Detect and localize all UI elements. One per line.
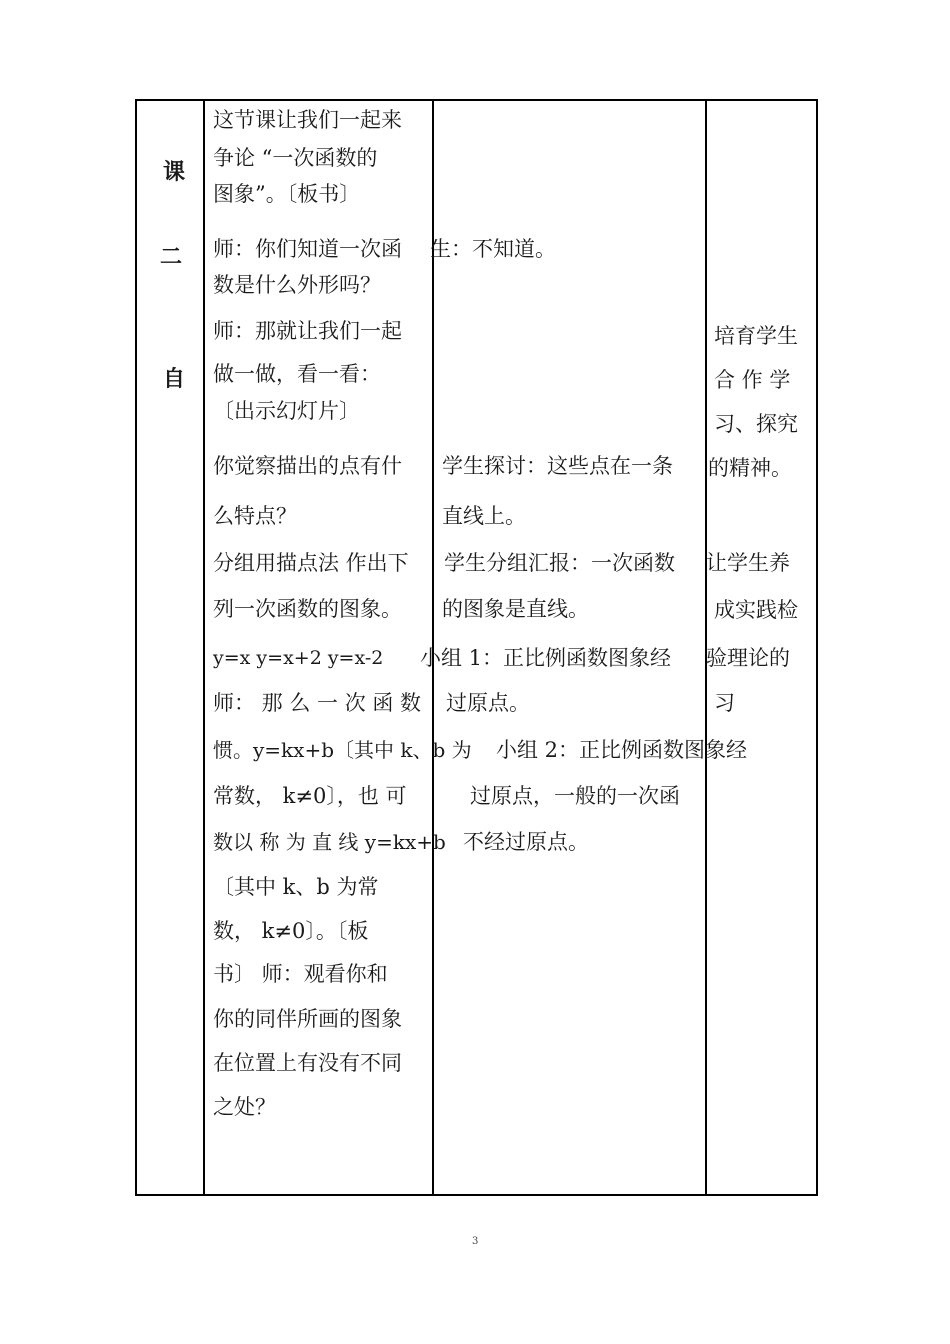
student-text-line: 生：不知道。 xyxy=(430,237,556,261)
table-top-border xyxy=(135,99,818,101)
student-text-line: 学生探讨：这些点在一条 xyxy=(442,454,673,478)
student-text-line: 的图象是直线。 xyxy=(442,597,589,621)
teacher-text-line: 数， k≠0〕。〔板 xyxy=(213,919,369,943)
teacher-text-line: 师：那就让我们一起 xyxy=(213,319,402,343)
teacher-text-line: 做一做，看一看： xyxy=(213,362,381,386)
teacher-text-line: 你觉察描出的点有什 xyxy=(213,454,402,478)
column-divider-1 xyxy=(203,99,205,1196)
teacher-text-line: 图象”。〔板书〕 xyxy=(213,182,361,206)
table-left-border xyxy=(135,99,137,1196)
student-text-line: 小组 2：正比例函数图象经 xyxy=(496,738,748,762)
teacher-text-line: 师： 那 么 一 次 函 数 xyxy=(213,691,422,715)
intent-text-line: 让学生养 xyxy=(706,551,790,575)
teacher-text-line: 常数， k≠0〕，也 可 xyxy=(213,784,407,808)
student-text-line: 过原点，一般的一次函 xyxy=(470,784,680,808)
section-label: 课 xyxy=(163,160,186,185)
intent-text-line: 验理论的 xyxy=(706,646,790,670)
teacher-text-line: 〔其中 k、b 为常 xyxy=(213,875,379,899)
section-label: 二 xyxy=(160,245,183,270)
teacher-text-line: y=x y=x+2 y=x-2 xyxy=(213,647,384,669)
student-text-line: 学生分组汇报：一次函数 xyxy=(444,551,675,575)
teacher-text-line: 分组用描点法 作出下 xyxy=(213,551,409,575)
intent-text-line: 习 xyxy=(714,691,735,715)
intent-text-line: 的精神。 xyxy=(708,456,792,480)
student-text-line: 直线上。 xyxy=(442,504,526,528)
teacher-text-line: 〔出示幻灯片〕 xyxy=(213,399,360,423)
teacher-text-line: 数是什么外形吗？ xyxy=(213,273,381,297)
intent-text-line: 培育学生 xyxy=(714,324,798,348)
teacher-text-line: 惯。y=kx+b〔其中 k、b 为 xyxy=(213,738,472,762)
intent-text-line: 成实践检 xyxy=(714,598,798,622)
teacher-text-line: 么特点？ xyxy=(213,504,297,528)
teacher-text-line: 你的同伴所画的图象 xyxy=(213,1007,402,1031)
page-number: 3 xyxy=(472,1236,479,1247)
student-text-line: 过原点。 xyxy=(446,691,530,715)
student-text-line: 小组 1：正比例函数图象经 xyxy=(420,646,672,670)
intent-text-line: 合 作 学 xyxy=(714,368,791,392)
teacher-text-line: 之处？ xyxy=(213,1095,276,1119)
student-text-line: 不经过原点。 xyxy=(463,830,589,854)
teacher-text-line: 师：你们知道一次函 xyxy=(213,237,402,261)
teacher-text-line: 争论 “一次函数的 xyxy=(213,146,378,170)
table-bottom-border xyxy=(135,1194,818,1196)
intent-text-line: 习、探究 xyxy=(714,412,798,436)
teacher-text-line: 这节课让我们一起来 xyxy=(213,108,402,132)
table-right-border xyxy=(816,99,818,1196)
section-label: 自 xyxy=(163,367,186,392)
teacher-text-line: 列一次函数的图象。 xyxy=(213,597,402,621)
teacher-text-line: 书〕 师：观看你和 xyxy=(213,962,388,986)
teacher-text-line: 在位置上有没有不同 xyxy=(213,1051,402,1075)
teacher-text-line: 数以 称 为 直 线 y=kx+b xyxy=(213,830,446,854)
